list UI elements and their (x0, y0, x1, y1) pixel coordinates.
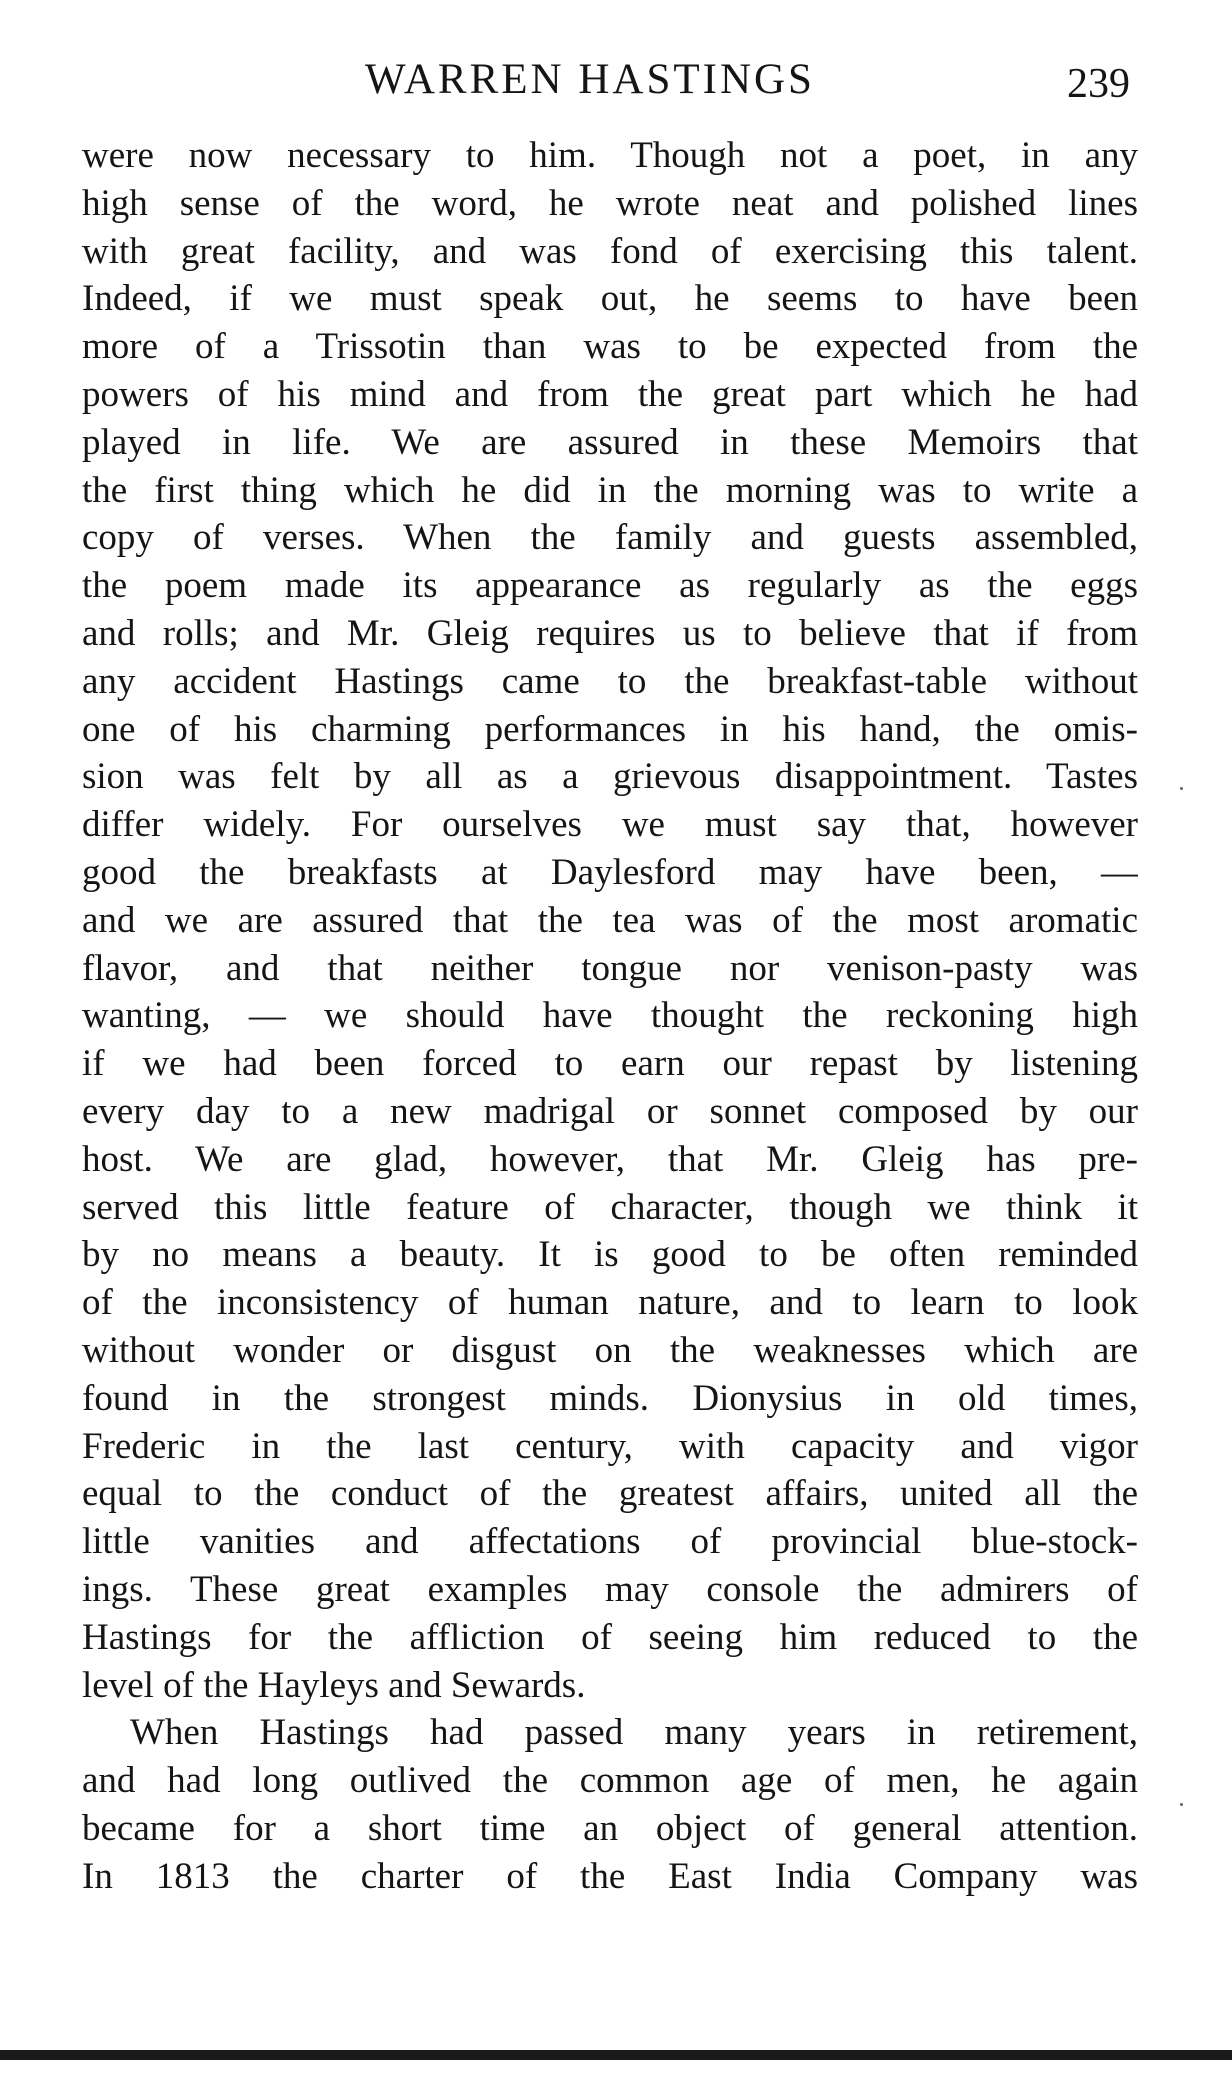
text-line: Frederic in the last century, with capacity and vigor (82, 1425, 1138, 1467)
text-line: little vanities and affectations of provincial blue-stock- (82, 1521, 1138, 1563)
scan-speck (1180, 1803, 1183, 1806)
text-line: with great facility, and was fond of exercising this talent. (82, 230, 1138, 272)
text-line: and had long outlived the common age of men, he again (82, 1760, 1138, 1802)
text-line: every day to a new madrigal or sonnet composed by our (82, 1090, 1138, 1132)
text-line: flavor, and that neither tongue nor venison-pasty was (82, 947, 1138, 989)
running-title: WARREN HASTINGS (365, 56, 815, 103)
text-line: served this little feature of character, though we think it (82, 1186, 1138, 1228)
text-line: and rolls; and Mr. Gleig requires us to believe that if from (82, 612, 1138, 654)
text-line: When Hastings had passed many years in retirement, (130, 1712, 1138, 1754)
text-line: of the inconsistency of human nature, and to learn to look (82, 1282, 1138, 1324)
text-line: any accident Hastings came to the breakfast-table without (82, 660, 1138, 702)
text-line: the poem made its appearance as regularly as the eggs (82, 565, 1138, 607)
text-line: differ widely. For ourselves we must say that, however (82, 804, 1138, 846)
text-line: one of his charming performances in his hand, the omis- (82, 708, 1138, 750)
text-line: ings. These great examples may console the admirers of (82, 1568, 1138, 1610)
text-line: found in the strongest minds. Dionysius in old times, (82, 1377, 1138, 1419)
text-line: more of a Trissotin than was to be expected from the (82, 326, 1138, 368)
text-line: played in life. We are assured in these Memoirs that (82, 421, 1138, 463)
text-line: sion was felt by all as a grievous disappointment. Tastes (82, 756, 1138, 798)
text-line: without wonder or disgust on the weaknesses which are (82, 1329, 1138, 1371)
text-line: the first thing which he did in the morning was to write a (82, 469, 1138, 511)
text-line: and we are assured that the tea was of the most aromatic (82, 899, 1138, 941)
bottom-scan-rule (0, 2050, 1232, 2060)
text-line: were now necessary to him. Though not a poet, in any (82, 135, 1138, 176)
text-line: Hastings for the affliction of seeing him reduced to the (82, 1616, 1138, 1658)
text-line: copy of verses. When the family and guests assembled, (82, 517, 1138, 559)
text-line: good the breakfasts at Daylesford may have been, — (82, 851, 1138, 893)
text-line: wanting, — we should have thought the reckoning high (82, 995, 1138, 1037)
text-line: level of the Hayleys and Sewards. (82, 1664, 586, 1706)
text-line: Indeed, if we must speak out, he seems to have been (82, 278, 1138, 320)
text-line: high sense of the word, he wrote neat and polished lines (82, 182, 1138, 224)
text-line: if we had been forced to earn our repast by listening (82, 1043, 1138, 1085)
scan-speck (1180, 787, 1183, 790)
text-line: powers of his mind and from the great part which he had (82, 373, 1138, 415)
paragraph-1 (82, 132, 1138, 1709)
text-line: host. We are glad, however, that Mr. Gleig has pre- (82, 1138, 1138, 1180)
running-head (82, 50, 1138, 110)
text-line: equal to the conduct of the greatest affairs, united all the (82, 1473, 1138, 1515)
text-line: In 1813 the charter of the East India Company was (82, 1855, 1138, 1897)
text-line: by no means a beauty. It is good to be often reminded (82, 1234, 1138, 1276)
body-text (82, 132, 1138, 1900)
text-line: became for a short time an object of general attention. (82, 1807, 1138, 1849)
page-number: 239 (1067, 61, 1130, 107)
paragraph-2 (82, 1709, 1138, 1900)
